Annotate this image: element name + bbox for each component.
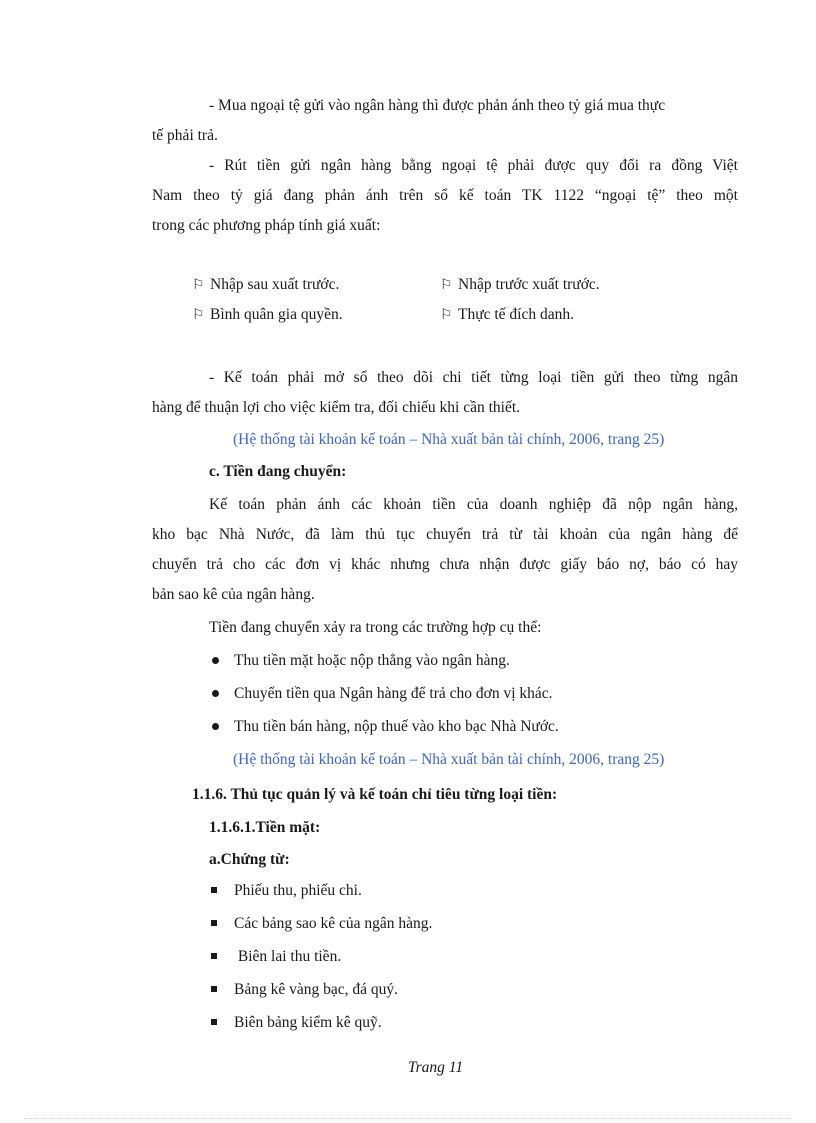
square-bullet-icon: [211, 953, 217, 959]
para2-line1: - Rút tiền gửi ngân hàng bằng ngoại tệ phải được quy đổi ra đồng Việt: [209, 157, 738, 174]
flag-icon: ⚐: [440, 277, 453, 293]
para1-line2: tế phải trả.: [152, 127, 218, 144]
round-bullet-icon: [212, 690, 219, 697]
para4-line1: Kế toán phản ánh các khoản tiền của doanh nghiệp đã nộp ngân hàng,: [209, 496, 738, 513]
list-item: Các bảng sao kê của ngân hàng.: [234, 915, 433, 932]
flag-icon: ⚐: [192, 277, 205, 293]
flag-icon: ⚐: [440, 307, 453, 323]
citation: (Hệ thống tài khoản kế toán – Nhà xuất bản tài chính, 2006, trang 25): [233, 751, 665, 768]
list-item: Biên bảng kiểm kê quỹ.: [234, 1014, 382, 1031]
para4-line2: kho bạc Nhà Nước, đã làm thủ tục chuyển trả từ tài khoản của ngân hàng để: [152, 526, 738, 543]
para3-line2: hàng để thuận lợi cho việc kiểm tra, đối chiếu khi cần thiết.: [152, 399, 521, 416]
flag-icon: ⚐: [192, 307, 205, 323]
method-item: ⚐ Nhập trước xuất trước.: [440, 276, 600, 293]
square-bullet-icon: [211, 920, 217, 926]
heading-1-1-6: 1.1.6. Thủ tục quản lý và kế toán chỉ tiêu từng loại tiền:: [192, 786, 558, 803]
para2-line3: trong các phương pháp tính giá xuất:: [152, 217, 381, 234]
page-number: Trang 11: [407, 1059, 464, 1076]
para4-line3: chuyển trả cho các đơn vị khác nhưng chưa nhận được giấy báo nợ, báo có hay: [152, 556, 738, 573]
citation: (Hệ thống tài khoản kế toán – Nhà xuất bản tài chính, 2006, trang 25): [233, 431, 665, 448]
method-item: ⚐ Thực tế đích danh.: [440, 306, 575, 323]
section-heading-c: c. Tiền đang chuyển:: [209, 463, 347, 480]
para2-line2: Nam theo tỷ giá đang phản ánh trên sổ kế toán TK 1122 “ngoại tệ” theo một: [152, 187, 738, 204]
method-item: ⚐ Nhập sau xuất trước.: [192, 276, 340, 293]
heading-a: a.Chứng từ:: [209, 851, 290, 868]
method-item: ⚐ Bình quân gia quyền.: [192, 306, 343, 323]
list-item: Phiếu thu, phiếu chi.: [234, 882, 362, 899]
para4-line4: bản sao kê của ngân hàng.: [152, 586, 315, 603]
page-bottom-rule: [24, 1118, 792, 1119]
round-bullet-icon: [212, 723, 219, 730]
para3-line1: - Kế toán phải mở sổ theo dõi chi tiết từng loại tiền gửi theo từng ngân: [209, 369, 738, 386]
list-item: Thu tiền mặt hoặc nộp thẳng vào ngân hàng.: [234, 652, 510, 669]
round-bullet-icon: [212, 657, 219, 664]
list-item: Thu tiền bán hàng, nộp thuế vào kho bạc Nhà Nước.: [234, 718, 559, 735]
para1-line1: - Mua ngoại tệ gửi vào ngân hàng thì được phản ánh theo tỷ giá mua thực: [209, 97, 666, 114]
square-bullet-icon: [211, 1019, 217, 1025]
list-item: Chuyển tiền qua Ngân hàng để trả cho đơn vị khác.: [234, 685, 553, 702]
list-item: Bảng kê vàng bạc, đá quý.: [234, 981, 398, 998]
square-bullet-icon: [211, 986, 217, 992]
list-item: Biên lai thu tiền.: [234, 948, 342, 965]
square-bullet-icon: [211, 887, 217, 893]
para5: Tiền đang chuyển xảy ra trong các trường hợp cụ thể:: [209, 619, 542, 636]
heading-1-1-6-1: 1.1.6.1.Tiền mặt:: [209, 819, 321, 836]
